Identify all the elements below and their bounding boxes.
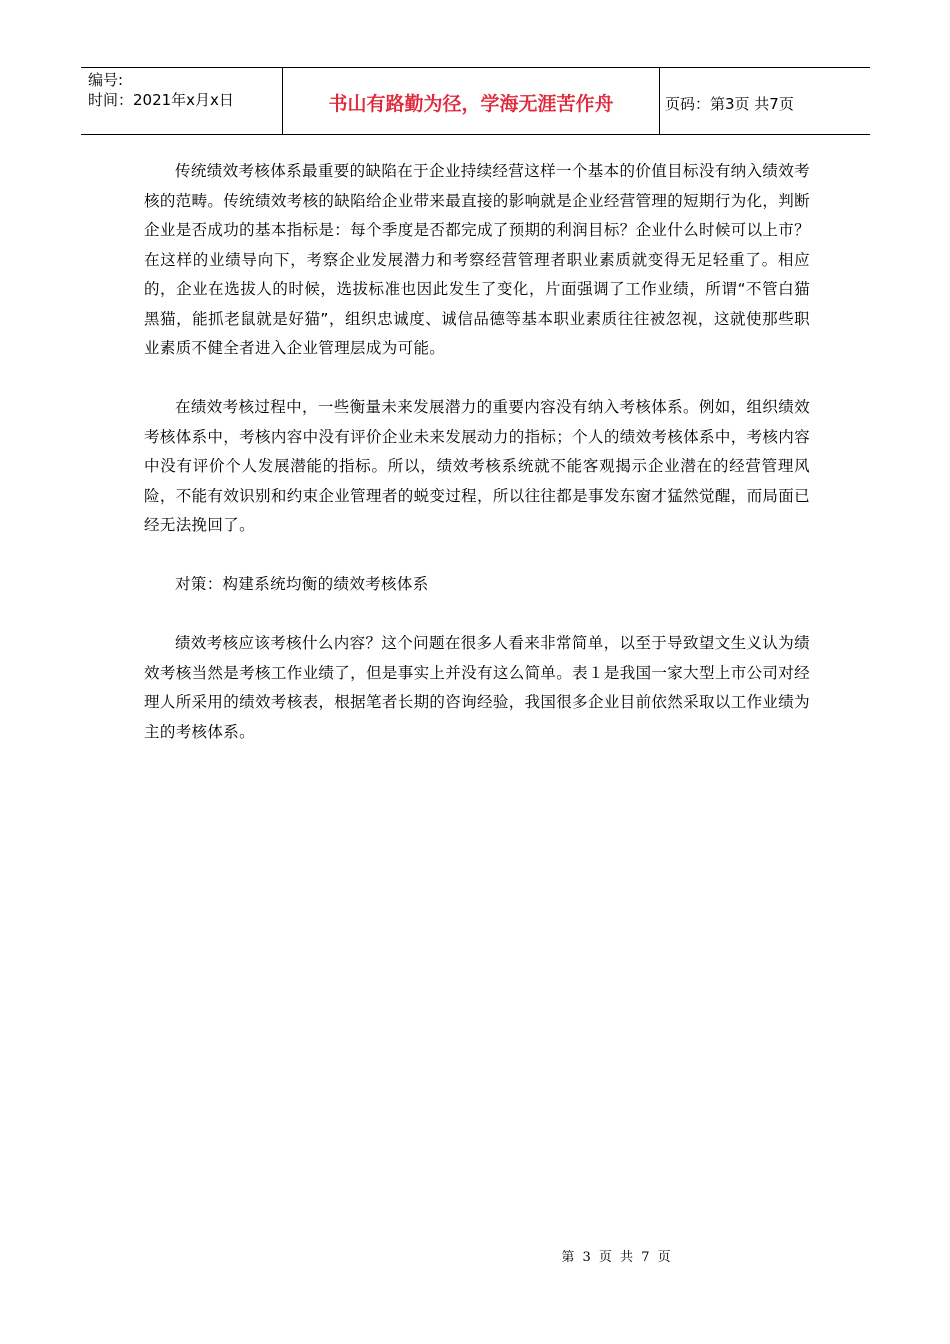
body-paragraph: 在绩效考核过程中，一些衡量未来发展潜力的重要内容没有纳入考核体系。例如，组织绩效考核体系中，考核内容中没有评价企业未来发展动力的指标；个人的绩效考核体系中，考核内容中没有评价个人发展潜能的指标。所以，绩效考核系统就不能客观揭示企业潜在的经营管理风险，不能有效识别和约束企业管理者的蜕变过程，所以往往都是事发东窗才猛然觉醒，而局面已经无法挽回了。 — [144, 398, 810, 534]
body-paragraph: 传统绩效考核体系最重要的缺陷在于企业持续经营这样一个基本的价值目标没有纳入绩效考核的范畴。传统绩效考核的缺陷给企业带来最直接的影响就是企业经营管理的短期行为化，判断企业是否成功的基本指标是：每个季度是否都完成了预期的利润目标？企业什么时候可以上市？在这样的业绩导向下，考察企业发展潜力和考察经营管理者职业素质就变得无足轻重了。相应的，企业在选拔人的时候，选拔标准也因此发生了变化，片面强调了工作业绩，所谓“不管白猫黑猫，能抓老鼠就是好猫”，组织忠诚度、诚信品德等基本职业素质往往被忽视，这就使那些职业素质不健全者进入企业管理层成为可能。 — [144, 162, 810, 357]
document-number-label: 编号: — [88, 71, 124, 89]
header-motto: 书山有路勤为径，学海无涯苦作舟 — [328, 93, 614, 115]
document-body — [144, 157, 810, 747]
header-page-number: 页码：第3页 共7页 — [665, 95, 794, 113]
body-paragraph: 绩效考核应该考核什么内容？这个问题在很多人看来非常简单，以至于导致望文生义认为绩效考核当然是考核工作业绩了，但是事实上并没有这么简单。表１是我国一家大型上市公司对经理人所采用的绩效考核表，根据笔者长期的咨询经验，我国很多企业目前依然采取以工作业绩为主的考核体系。 — [144, 634, 810, 741]
page-footer: 第 3 页 共 7 页 — [561, 1250, 673, 1265]
header-meta — [88, 70, 278, 110]
header-divider — [659, 68, 660, 134]
page-header — [81, 67, 870, 135]
document-time-label: 时间：2021年x月x日 — [88, 91, 234, 109]
section-heading: 对策：构建系统均衡的绩效考核体系 — [175, 575, 429, 593]
